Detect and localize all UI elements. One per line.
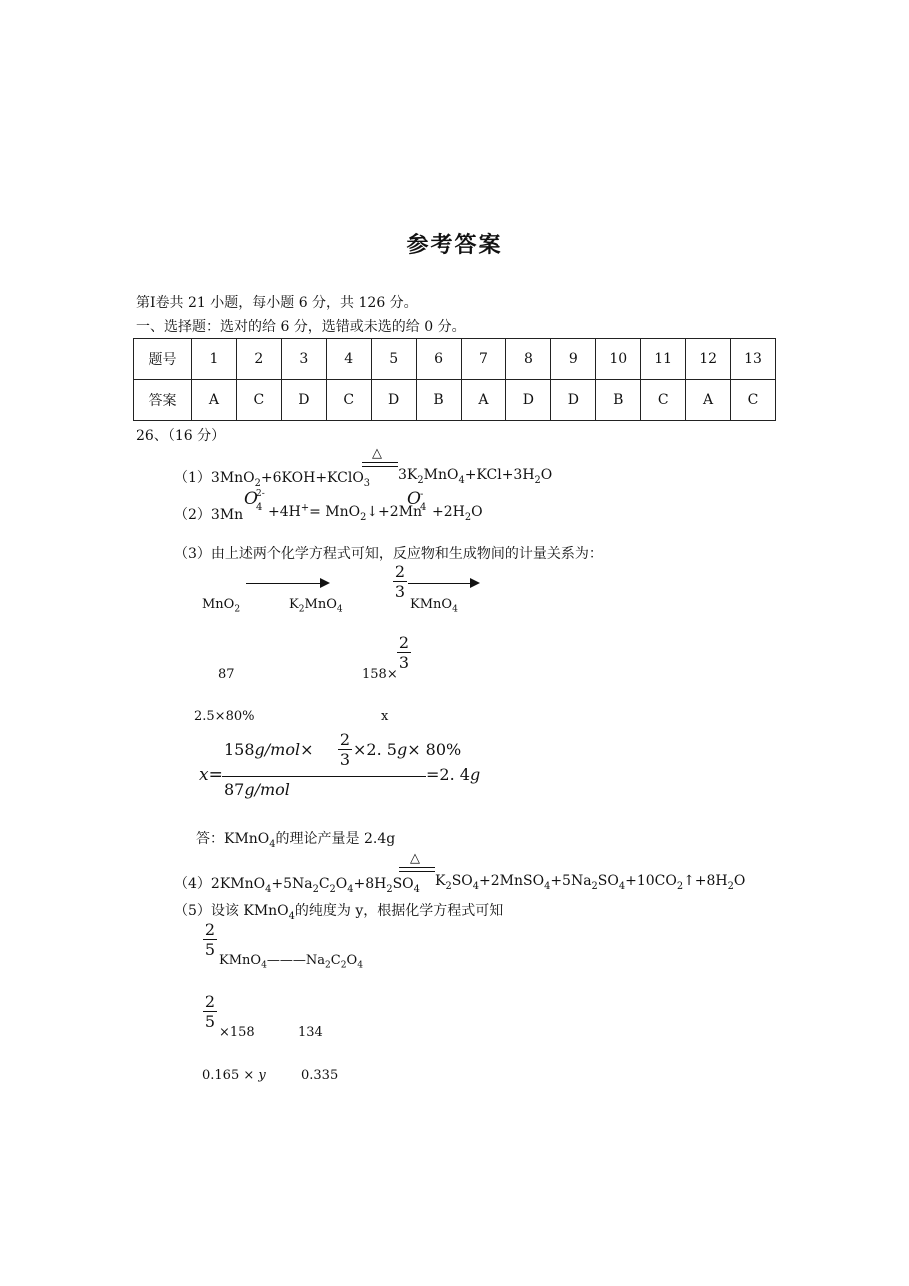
table-cell: 6: [416, 339, 461, 380]
subscript: 4: [347, 883, 354, 895]
equation-2-start: （2）3Mn: [174, 507, 244, 523]
fraction-denominator: 5: [204, 940, 216, 959]
subscript: 2: [360, 511, 367, 523]
heat-triangle-symbol: △: [410, 851, 420, 866]
subscript: 2: [676, 880, 684, 892]
subscript: 2: [727, 880, 734, 892]
oxygen-symbol: O: [407, 489, 421, 509]
fraction-denominator: 3: [394, 582, 406, 601]
equation-4: [174, 873, 420, 893]
formula-text: K: [435, 873, 446, 889]
given-values-5: [202, 1068, 266, 1083]
unit-text: g/mol: [244, 780, 290, 799]
fraction-numerator: 2: [394, 562, 406, 581]
table-cell: B: [596, 380, 641, 421]
formula-text: MnO: [423, 467, 459, 483]
formula-text: +6KOH+KClO: [260, 470, 364, 486]
formula-text: +10CO: [625, 873, 677, 889]
formula-text: （4）2KMnO: [174, 876, 266, 892]
fraction-denominator: 3: [339, 750, 351, 769]
answer-text: 答：KMnO: [196, 831, 270, 847]
subscript: 2: [234, 604, 241, 615]
unit-text: g: [469, 765, 481, 784]
formula-text: O: [471, 504, 483, 520]
table-cell: 7: [461, 339, 506, 380]
table-cell: A: [192, 380, 237, 421]
formula-text: +KCl+3H: [464, 467, 535, 483]
given-value-0335: 0.335: [301, 1068, 339, 1083]
table-cell: 12: [686, 339, 731, 380]
formula-text: O: [733, 873, 746, 889]
formula-text: ↑+8H: [683, 873, 728, 889]
subscript: 3: [363, 477, 371, 489]
intro-line-2: 一、选择题：选对的给 6 分，选错或未选的给 0 分。: [136, 319, 466, 335]
formula-text: 87: [224, 780, 245, 799]
calc-denominator: [224, 780, 290, 799]
equation-1-products: [398, 467, 553, 486]
fraction-two-fifths: [203, 992, 217, 1031]
subscript: 4: [256, 502, 263, 513]
subscript: 2: [340, 960, 347, 971]
formula-text: +2MnSO: [479, 873, 545, 889]
arrow-icon: [246, 583, 328, 584]
unit-text: g: [396, 740, 408, 759]
formula-text: SO: [451, 873, 473, 889]
table-cell: A: [686, 380, 731, 421]
subscript: 4: [472, 880, 480, 892]
table-header-cell: 题号: [134, 339, 192, 380]
equation-2-mid: [268, 502, 423, 523]
formula-text: C: [318, 876, 330, 892]
formula-text: SO: [597, 873, 619, 889]
table-cell: C: [236, 380, 281, 421]
fraction-numerator: 2: [398, 633, 410, 652]
equals-sign: [399, 867, 435, 872]
relation-kmno4: [410, 597, 458, 615]
equation-1: [174, 467, 370, 487]
formula-text: C: [330, 953, 341, 968]
fraction-bar: [222, 776, 426, 777]
unknown-y: y: [258, 1068, 266, 1083]
fraction-numerator: 2: [204, 992, 216, 1011]
table-cell: 2: [236, 339, 281, 380]
formula-text: 0.165 ×: [202, 1068, 259, 1083]
calc-result: [426, 765, 480, 784]
formula-text: +2H: [432, 504, 465, 520]
table-cell: 13: [731, 339, 776, 380]
subscript: 4: [458, 474, 465, 486]
body-text: （5）设该 KMnO: [174, 903, 289, 919]
subscript: 4: [336, 604, 343, 615]
heat-triangle-symbol: △: [372, 446, 382, 461]
subscript: 2: [329, 883, 336, 895]
fraction-denominator: 3: [398, 653, 410, 672]
superscript: 2-: [256, 489, 265, 499]
equation-2-end: [432, 504, 483, 523]
subscript: 4: [357, 960, 364, 971]
answer-table: [133, 338, 776, 421]
table-cell: C: [731, 380, 776, 421]
table-cell: D: [281, 380, 326, 421]
unit-text: g/mol: [254, 740, 301, 759]
calc-lhs: x=: [199, 765, 223, 785]
formula-text: +4H: [268, 504, 301, 520]
formula-text: +8H: [353, 876, 387, 892]
fraction-numerator: 2: [204, 920, 216, 939]
molar-mass-na2c2o4: 134: [298, 1025, 323, 1040]
part-label: （1）: [174, 470, 211, 486]
fraction-two-thirds: [393, 562, 407, 601]
formula-text: O: [335, 876, 348, 892]
formula-text: SO: [392, 876, 414, 892]
formula-text: K: [289, 597, 299, 612]
subscript: 2: [591, 880, 598, 892]
superscript: -: [420, 489, 424, 500]
formula-text: ×: [300, 740, 314, 759]
subscript: 4: [544, 880, 551, 892]
formula-text: ×2. 5: [353, 740, 397, 759]
calc-numerator: [224, 740, 314, 759]
relation-k2mno4: [289, 597, 343, 615]
formula-text: O: [540, 467, 553, 483]
formula-text: +5Na: [550, 873, 592, 889]
page-title: 参考答案: [406, 232, 503, 258]
formula-text: ↓+2Mn: [366, 504, 423, 520]
subscript: 2: [464, 511, 472, 523]
subscript: 2: [534, 474, 541, 486]
intro-line-1: 第Ⅰ卷共 21 小题，每小题 6 分，共 126 分。: [136, 295, 418, 311]
table-cell: 3: [281, 339, 326, 380]
formula-text: 3K: [398, 467, 418, 483]
table-cell: 11: [641, 339, 686, 380]
table-cell: 10: [596, 339, 641, 380]
molar-mass-kmno4: 158×: [362, 667, 398, 682]
table-cell: 4: [326, 339, 371, 380]
formula-text: O: [346, 953, 358, 968]
table-cell: D: [551, 380, 596, 421]
fraction-two-thirds: [397, 633, 411, 672]
subscript: 4: [413, 883, 420, 895]
body-text: 的纯度为 y，根据化学方程式可知: [294, 903, 504, 919]
formula-text: =2. 4: [426, 765, 470, 784]
answer-text: 的理论产量是 2.4g: [275, 831, 396, 847]
molar-mass-mno2: 87: [218, 667, 235, 682]
subscript: 4: [269, 838, 276, 850]
superscript: +: [300, 502, 310, 514]
formula-text: MnO: [304, 597, 337, 612]
table-row-numbers: [134, 339, 776, 380]
subscript: 2: [325, 960, 331, 971]
table-cell: 8: [506, 339, 551, 380]
relation-mno2: [202, 597, 241, 615]
formula-text: = MnO: [309, 504, 361, 520]
relation-5: [219, 953, 364, 971]
subscript: 2: [254, 477, 261, 489]
formula-text: KMnO: [410, 597, 453, 612]
equals-sign: [362, 462, 398, 467]
subscript: 4: [261, 960, 267, 971]
given-mass: 2.5×80%: [194, 709, 255, 724]
subscript: 4: [265, 883, 272, 895]
table-cell: 1: [192, 339, 237, 380]
subscript: 2: [298, 604, 305, 615]
subscript: 2: [445, 880, 452, 892]
subscript: 4: [452, 604, 458, 615]
arrow-icon: [408, 583, 478, 584]
table-cell: 9: [551, 339, 596, 380]
part-3-text: （3）由上述两个化学方程式可知，反应物和生成物间的计量关系为：: [174, 546, 603, 562]
unknown-x: x: [381, 709, 389, 724]
formula-text: KMnO: [219, 953, 262, 968]
table-cell: A: [461, 380, 506, 421]
subscript: 4: [420, 502, 427, 513]
fraction-two-fifths: [203, 920, 217, 959]
calc-numerator-rest: [353, 740, 461, 759]
subscript: 2: [312, 883, 319, 895]
formula-text: +5Na: [271, 876, 313, 892]
table-cell: C: [641, 380, 686, 421]
formula-text: ———Na: [266, 953, 325, 968]
subscript: 2: [386, 883, 393, 895]
answer-3: [196, 828, 395, 848]
oxygen-symbol: O: [244, 489, 258, 509]
formula-text: 3MnO: [210, 470, 255, 486]
question-26-header: 26、（16 分）: [136, 428, 226, 444]
table-cell: 5: [371, 339, 416, 380]
table-cell: B: [416, 380, 461, 421]
fraction-two-thirds: [338, 730, 352, 769]
equation-4-products: [435, 873, 746, 892]
formula-text: 158: [224, 740, 255, 759]
subscript: 4: [618, 880, 626, 892]
fraction-numerator: 2: [339, 730, 351, 749]
fraction-denominator: 5: [204, 1012, 216, 1031]
table-header-cell: 答案: [134, 380, 192, 421]
table-cell: D: [371, 380, 416, 421]
subscript: 4: [288, 910, 295, 922]
table-row-answers: [134, 380, 776, 421]
table-cell: D: [506, 380, 551, 421]
subscript: 2: [417, 474, 424, 486]
formula-text: MnO: [202, 597, 235, 612]
part-5-text: [174, 900, 503, 920]
formula-text: × 80%: [407, 740, 462, 759]
molar-mass-kmno4-5: ×158: [219, 1025, 255, 1040]
table-cell: C: [326, 380, 371, 421]
